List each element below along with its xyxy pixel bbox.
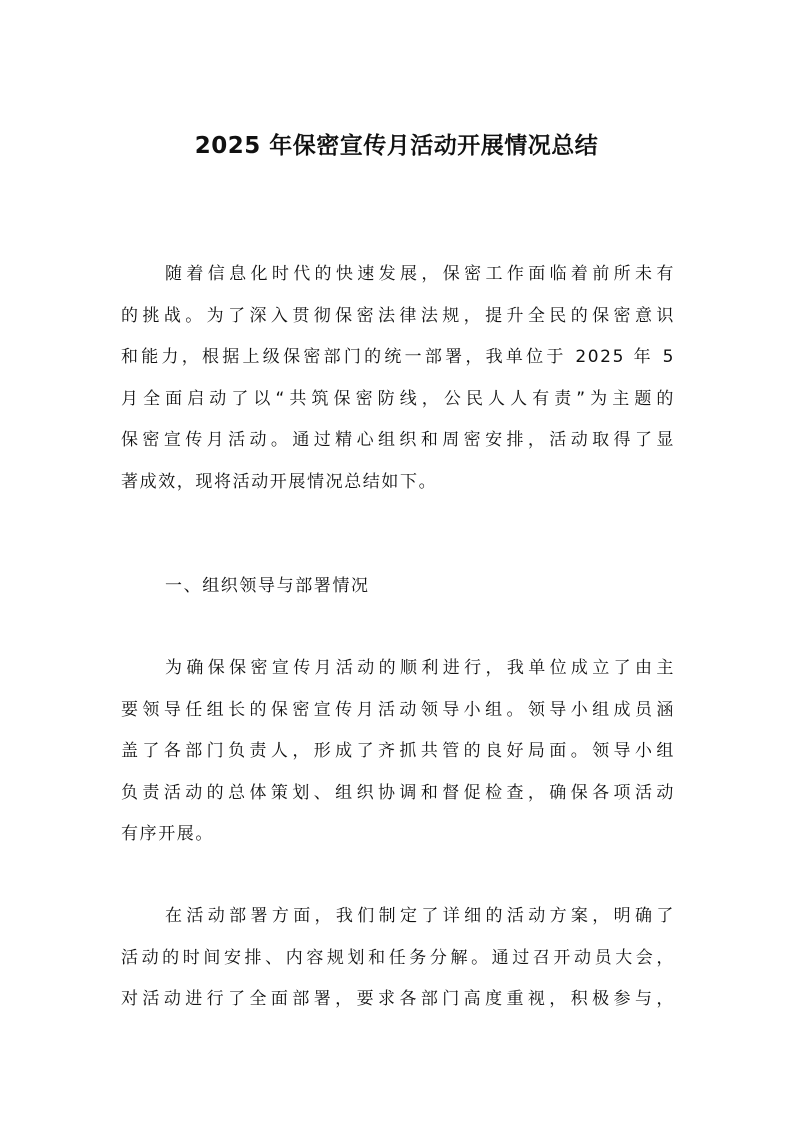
document-title: 2025 年保密宣传月活动开展情况总结 (194, 133, 599, 159)
paragraph-deployment (121, 896, 675, 1021)
paragraph-organization (121, 648, 675, 856)
paragraph-line: 盖了各部门负责人，形成了齐抓共管的良好局面。领导小组 (121, 741, 675, 761)
paragraph-line: 月全面启动了以“共筑保密防线，公民人人有责”为主题的 (121, 388, 675, 409)
paragraph-line: 负责活动的总体策划、组织协调和督促检查，确保各项活动 (121, 782, 675, 803)
paragraph-line: 有序开展。 (121, 824, 214, 844)
paragraph-line: 在活动部署方面，我们制定了详细的活动方案，明确了 (165, 906, 675, 926)
paragraph-line: 对活动进行了全面部署，要求各部门高度重视，积极参与， (121, 989, 675, 1009)
paragraph-line: 保密宣传月活动。通过精心组织和周密安排，活动取得了显 (121, 430, 675, 450)
paragraph-intro (121, 254, 675, 503)
paragraph-line: 为确保保密宣传月活动的顺利进行，我单位成立了由主 (165, 658, 675, 678)
paragraph-line: 的挑战。为了深入贯彻保密法律法规，提升全民的保密意识 (121, 305, 675, 326)
paragraph-line: 随着信息化时代的快速发展，保密工作面临着前所未有 (165, 264, 675, 284)
section-heading: 一、组织领导与部署情况 (165, 576, 370, 596)
paragraph-line: 活动的时间安排、内容规划和任务分解。通过召开动员大会， (121, 947, 675, 968)
paragraph-line: 著成效，现将活动开展情况总结如下。 (121, 471, 438, 492)
paragraph-line: 和能力，根据上级保密部门的统一部署，我单位于 2025 年 5 (121, 347, 675, 367)
paragraph-line: 要领导任组长的保密宣传月活动领导小组。领导小组成员涵 (121, 699, 675, 720)
